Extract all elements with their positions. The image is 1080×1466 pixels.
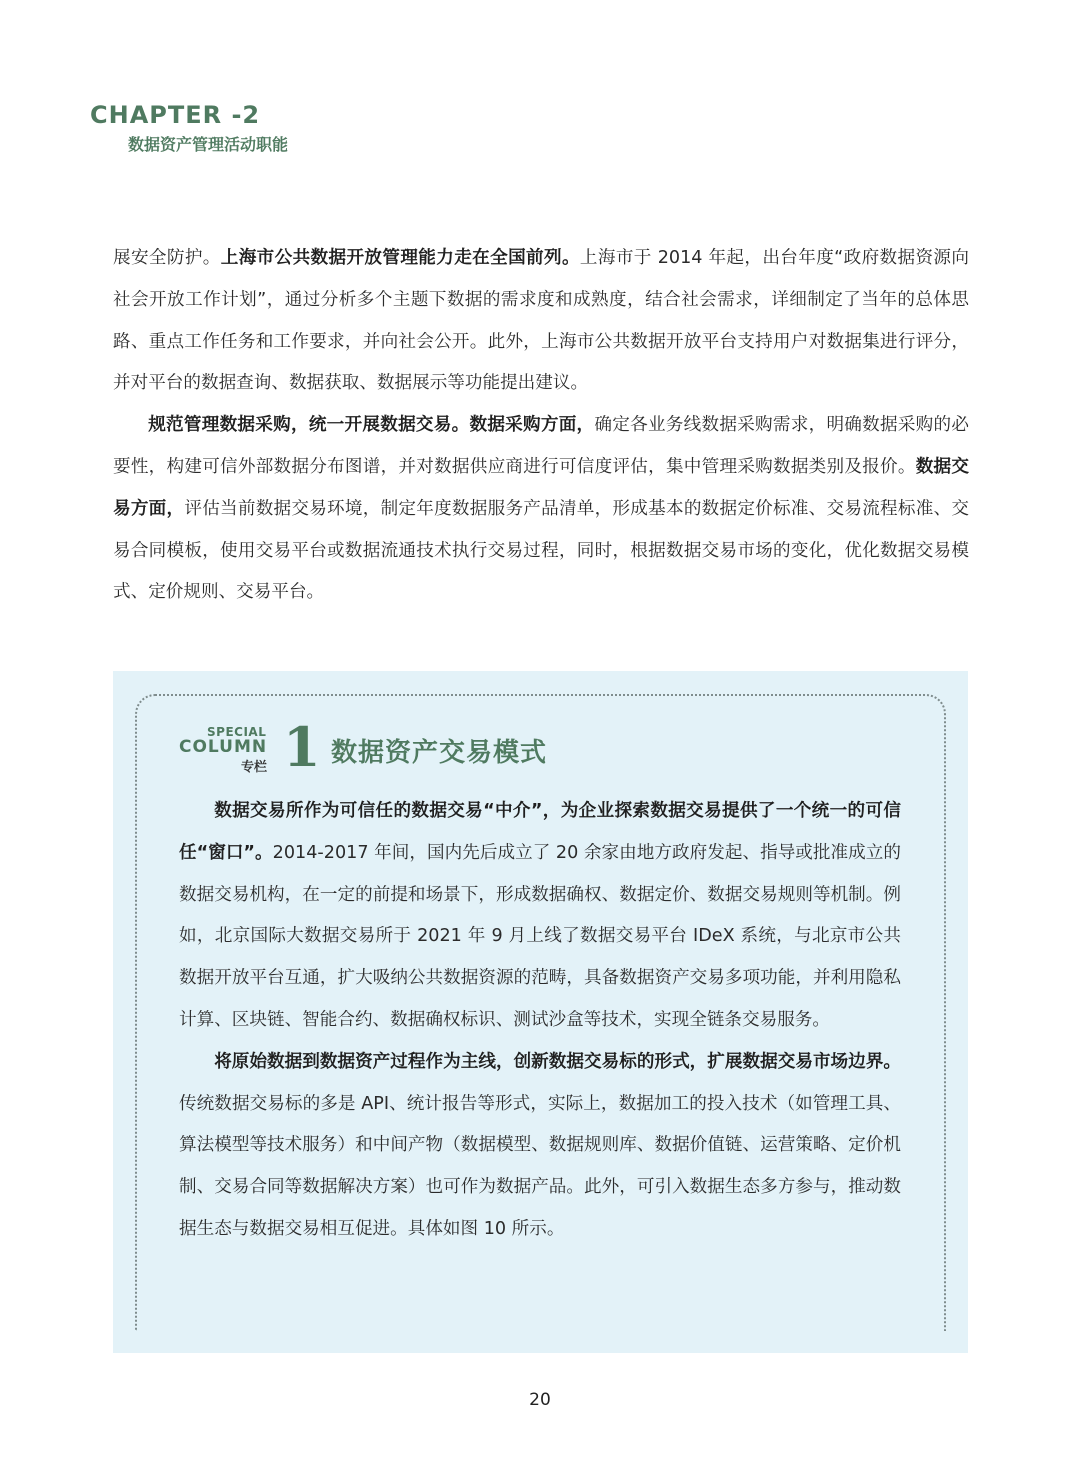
p1-bold: 上海市公共数据开放管理能力走在全国前列。	[220, 248, 580, 268]
column-paragraph-2	[179, 1042, 901, 1251]
paragraph-2	[113, 405, 969, 614]
badge-label-zh: 专栏	[241, 760, 268, 775]
page-number: 20	[529, 1390, 551, 1410]
p2-bold-a: 规范管理数据采购，统一开展数据交易。数据采购方面，	[148, 415, 595, 436]
special-column-box	[113, 671, 968, 1353]
badge-special: SPECIAL	[207, 725, 267, 739]
col-p1-text: 2014-2017 年间，国内先后成立了 20 余家由地方政府发起、指导或批准成立的数据交易机构，在一定的前提和场景下，形成数据确权、数据定价、数据交易规则等机制。例如，北京国际大数据交易所于 2021 年 9 月上线了数据交易平台 IDeX 系统，与北京市公共数据开放平台互通，扩大吸纳公共数据资源的范畴，具备数据资产交易多项功能，并利用隐私计算、区块链、智能合约、数据确权标识、测试沙盒等技术，实现全链条交易服务。	[179, 842, 901, 1030]
column-paragraph-1	[179, 791, 901, 1042]
p1-text-a: 展安全防护。	[113, 248, 221, 268]
column-badge	[179, 715, 321, 779]
column-title: 数据资产交易模式	[331, 738, 548, 768]
col-p2-bold: 将原始数据到数据资产过程作为主线，创新数据交易标的形式，扩展数据交易市场边界。	[214, 1051, 901, 1072]
column-number: 1	[283, 715, 321, 779]
main-body	[113, 238, 969, 614]
p2-text-b: 评估当前数据交易环境，制定年度数据服务产品清单，形成基本的数据定价标准、交易流程标准、交易合同模板，使用交易平台或数据流通技术执行交易过程，同时，根据数据交易市场的变化，优化数据交易模式、定价规则、交易平台。	[113, 498, 969, 603]
col-p2-text: 传统数据交易标的多是 API、统计报告等形式，实际上，数据加工的投入技术（如管理工具、算法模型等技术服务）和中间产物（数据模型、数据规则库、数据价值链、运营策略、定价机制、交易合同等数据解决方案）也可作为数据产品。此外，可引入数据生态多方参与，推动数据生态与数据交易相互促进。具体如图 10 所示。	[179, 1093, 901, 1239]
chapter-header	[90, 100, 288, 155]
p2-text-a: 确定各业务线数据采购需求，明确数据采购的必要性，构建可信外部数据分布图谱，并对数据供应商进行可信度评估，集中管理采购数据类别及报价。	[113, 415, 969, 477]
chapter-subtitle: 数据资产管理活动职能	[128, 135, 289, 154]
p2-bold-b: 数据交易方面，	[113, 456, 969, 519]
badge-column: COLUMN	[179, 737, 268, 757]
paragraph-1	[113, 238, 969, 405]
chapter-label: CHAPTER -2	[90, 101, 261, 129]
col-p1-bold: 数据交易所作为可信任的数据交易“中介”，为企业探索数据交易提供了一个统一的可信任“窗口”。	[179, 801, 901, 863]
column-body	[179, 791, 901, 1251]
p1-text-b: 上海市于 2014 年起，出台年度“政府数据资源向社会开放工作计划”，通过分析多个主题下数据的需求度和成熟度，结合社会需求，详细制定了当年的总体思路、重点工作任务和工作要求，并向社会公开。此外，上海市公共数据开放平台支持用户对数据集进行评分，并对平台的数据查询、数据获取、数据展示等功能提出建议。	[113, 248, 969, 394]
